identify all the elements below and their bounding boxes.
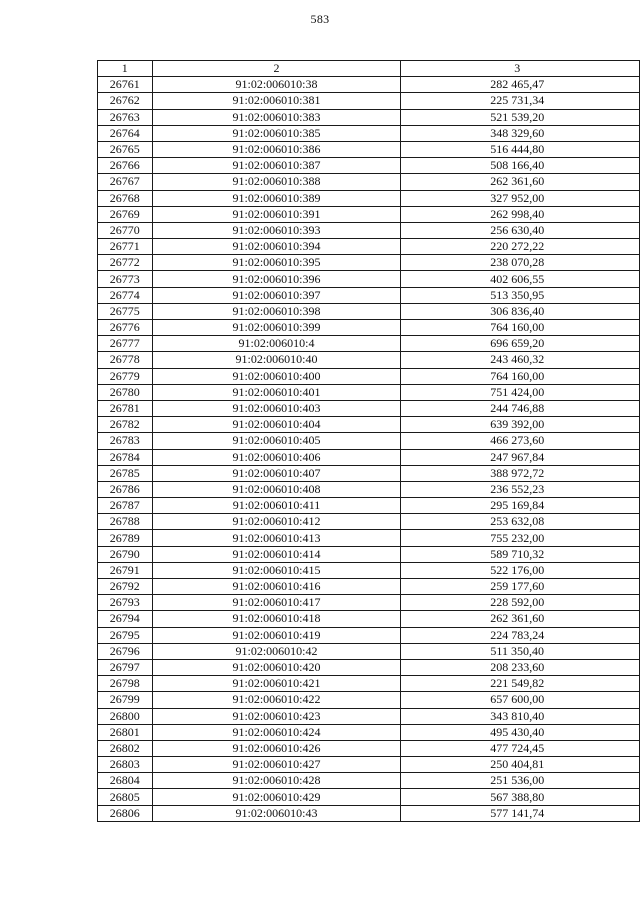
row-number-cell: 26785 xyxy=(98,465,153,481)
page-number: 583 xyxy=(310,12,330,26)
row-number-cell: 26784 xyxy=(98,449,153,465)
cadastral-value-cell: 228 592,00 xyxy=(401,595,640,611)
cadastral-value-cell: 238 070,28 xyxy=(401,255,640,271)
row-number-cell: 26803 xyxy=(98,757,153,773)
cadastral-value-cell: 224 783,24 xyxy=(401,627,640,643)
cadastral-value-cell: 477 724,45 xyxy=(401,740,640,756)
cadastral-number-cell: 91:02:006010:42 xyxy=(152,643,401,659)
table-row xyxy=(98,514,640,530)
row-number-cell: 26799 xyxy=(98,692,153,708)
cadastral-number-cell: 91:02:006010:426 xyxy=(152,740,401,756)
cadastral-number-cell: 91:02:006010:412 xyxy=(152,514,401,530)
table-row xyxy=(98,174,640,190)
table-row xyxy=(98,271,640,287)
cadastral-number-cell: 91:02:006010:421 xyxy=(152,676,401,692)
table-row xyxy=(98,627,640,643)
cadastral-number-cell: 91:02:006010:395 xyxy=(152,255,401,271)
row-number-cell: 26798 xyxy=(98,676,153,692)
row-number-cell: 26778 xyxy=(98,352,153,368)
row-number-cell: 26766 xyxy=(98,158,153,174)
table-row xyxy=(98,190,640,206)
cadastral-number-cell: 91:02:006010:414 xyxy=(152,546,401,562)
cadastral-value-cell: 516 444,80 xyxy=(401,141,640,157)
cadastral-value-cell: 327 952,00 xyxy=(401,190,640,206)
row-number-cell: 26786 xyxy=(98,481,153,497)
row-number-cell: 26780 xyxy=(98,384,153,400)
table-row xyxy=(98,125,640,141)
cadastral-number-cell: 91:02:006010:397 xyxy=(152,287,401,303)
cadastral-number-cell: 91:02:006010:394 xyxy=(152,239,401,255)
cadastral-number-cell: 91:02:006010:416 xyxy=(152,579,401,595)
table-row xyxy=(98,433,640,449)
table-row xyxy=(98,530,640,546)
cadastral-value-cell: 262 361,60 xyxy=(401,611,640,627)
cadastral-number-cell: 91:02:006010:429 xyxy=(152,789,401,805)
cadastral-number-cell: 91:02:006010:428 xyxy=(152,773,401,789)
row-number-cell: 26776 xyxy=(98,320,153,336)
row-number-cell: 26779 xyxy=(98,368,153,384)
table-row xyxy=(98,740,640,756)
cadastral-number-cell: 91:02:006010:393 xyxy=(152,222,401,238)
row-number-cell: 26767 xyxy=(98,174,153,190)
cadastral-value-cell: 262 361,60 xyxy=(401,174,640,190)
cadastral-value-cell: 764 160,00 xyxy=(401,320,640,336)
cadastral-number-cell: 91:02:006010:386 xyxy=(152,141,401,157)
cadastral-number-cell: 91:02:006010:427 xyxy=(152,757,401,773)
cadastral-value-cell: 225 731,34 xyxy=(401,93,640,109)
cadastral-number-cell: 91:02:006010:403 xyxy=(152,400,401,416)
cadastral-number-cell: 91:02:006010:381 xyxy=(152,93,401,109)
cadastral-number-cell: 91:02:006010:404 xyxy=(152,417,401,433)
row-number-cell: 26795 xyxy=(98,627,153,643)
cadastral-number-cell: 91:02:006010:405 xyxy=(152,433,401,449)
cadastral-value-cell: 755 232,00 xyxy=(401,530,640,546)
cadastral-number-cell: 91:02:006010:40 xyxy=(152,352,401,368)
row-number-cell: 26801 xyxy=(98,724,153,740)
cadastral-value-cell: 513 350,95 xyxy=(401,287,640,303)
cadastral-value-cell: 282 465,47 xyxy=(401,77,640,93)
row-number-cell: 26764 xyxy=(98,125,153,141)
row-number-cell: 26777 xyxy=(98,336,153,352)
cadastral-value-cell: 220 272,22 xyxy=(401,239,640,255)
row-number-cell: 26806 xyxy=(98,805,153,821)
row-number-cell: 26782 xyxy=(98,417,153,433)
cadastral-value-cell: 508 166,40 xyxy=(401,158,640,174)
table-row xyxy=(98,303,640,319)
cadastral-number-cell: 91:02:006010:423 xyxy=(152,708,401,724)
row-number-cell: 26772 xyxy=(98,255,153,271)
row-number-cell: 26768 xyxy=(98,190,153,206)
cadastral-number-cell: 91:02:006010:4 xyxy=(152,336,401,352)
table-row xyxy=(98,384,640,400)
cadastral-number-cell: 91:02:006010:400 xyxy=(152,368,401,384)
table-row xyxy=(98,546,640,562)
table-row xyxy=(98,708,640,724)
row-number-cell: 26761 xyxy=(98,77,153,93)
cadastral-number-cell: 91:02:006010:419 xyxy=(152,627,401,643)
row-number-cell: 26796 xyxy=(98,643,153,659)
cadastral-value-cell: 244 746,88 xyxy=(401,400,640,416)
row-number-cell: 26771 xyxy=(98,239,153,255)
row-number-cell: 26790 xyxy=(98,546,153,562)
cadastral-value-cell: 466 273,60 xyxy=(401,433,640,449)
cadastral-value-cell: 221 549,82 xyxy=(401,676,640,692)
table-row xyxy=(98,222,640,238)
row-number-cell: 26763 xyxy=(98,109,153,125)
cadastral-value-cell: 577 141,74 xyxy=(401,805,640,821)
cadastral-value-cell: 251 536,00 xyxy=(401,773,640,789)
column-header-3: 3 xyxy=(401,61,640,77)
cadastral-value-cell: 247 967,84 xyxy=(401,449,640,465)
cadastral-value-cell: 639 392,00 xyxy=(401,417,640,433)
table-row xyxy=(98,400,640,416)
table-row xyxy=(98,611,640,627)
cadastral-value-cell: 295 169,84 xyxy=(401,498,640,514)
table-row xyxy=(98,352,640,368)
cadastral-value-cell: 243 460,32 xyxy=(401,352,640,368)
cadastral-value-cell: 236 552,23 xyxy=(401,481,640,497)
cadastral-number-cell: 91:02:006010:383 xyxy=(152,109,401,125)
column-header-1: 1 xyxy=(98,61,153,77)
table-row xyxy=(98,93,640,109)
cadastral-number-cell: 91:02:006010:418 xyxy=(152,611,401,627)
cadastral-value-cell: 253 632,08 xyxy=(401,514,640,530)
cadastral-number-cell: 91:02:006010:407 xyxy=(152,465,401,481)
row-number-cell: 26769 xyxy=(98,206,153,222)
cadastral-value-cell: 495 430,40 xyxy=(401,724,640,740)
cadastral-value-cell: 262 998,40 xyxy=(401,206,640,222)
row-number-cell: 26802 xyxy=(98,740,153,756)
row-number-cell: 26770 xyxy=(98,222,153,238)
cadastral-number-cell: 91:02:006010:424 xyxy=(152,724,401,740)
cadastral-value-cell: 343 810,40 xyxy=(401,708,640,724)
table-row xyxy=(98,465,640,481)
cadastral-value-cell: 259 177,60 xyxy=(401,579,640,595)
cadastral-number-cell: 91:02:006010:417 xyxy=(152,595,401,611)
cadastral-number-cell: 91:02:006010:389 xyxy=(152,190,401,206)
cadastral-value-table xyxy=(97,60,640,822)
table-row xyxy=(98,773,640,789)
cadastral-number-cell: 91:02:006010:391 xyxy=(152,206,401,222)
cadastral-value-cell: 250 404,81 xyxy=(401,757,640,773)
cadastral-number-cell: 91:02:006010:387 xyxy=(152,158,401,174)
row-number-cell: 26765 xyxy=(98,141,153,157)
cadastral-value-cell: 764 160,00 xyxy=(401,368,640,384)
table-row xyxy=(98,805,640,821)
cadastral-value-cell: 567 388,80 xyxy=(401,789,640,805)
cadastral-number-cell: 91:02:006010:396 xyxy=(152,271,401,287)
table-row xyxy=(98,579,640,595)
row-number-cell: 26762 xyxy=(98,93,153,109)
table-row xyxy=(98,239,640,255)
table-row xyxy=(98,417,640,433)
cadastral-value-cell: 208 233,60 xyxy=(401,659,640,675)
cadastral-value-cell: 348 329,60 xyxy=(401,125,640,141)
cadastral-number-cell: 91:02:006010:399 xyxy=(152,320,401,336)
table-row xyxy=(98,255,640,271)
cadastral-value-cell: 256 630,40 xyxy=(401,222,640,238)
cadastral-number-cell: 91:02:006010:415 xyxy=(152,562,401,578)
table-row xyxy=(98,676,640,692)
table-row xyxy=(98,692,640,708)
table-row xyxy=(98,109,640,125)
cadastral-value-cell: 522 176,00 xyxy=(401,562,640,578)
row-number-cell: 26788 xyxy=(98,514,153,530)
row-number-cell: 26781 xyxy=(98,400,153,416)
row-number-cell: 26794 xyxy=(98,611,153,627)
cadastral-value-cell: 521 539,20 xyxy=(401,109,640,125)
cadastral-value-cell: 306 836,40 xyxy=(401,303,640,319)
cadastral-number-cell: 91:02:006010:398 xyxy=(152,303,401,319)
cadastral-number-cell: 91:02:006010:413 xyxy=(152,530,401,546)
table-row xyxy=(98,158,640,174)
cadastral-number-cell: 91:02:006010:385 xyxy=(152,125,401,141)
row-number-cell: 26787 xyxy=(98,498,153,514)
cadastral-number-cell: 91:02:006010:411 xyxy=(152,498,401,514)
cadastral-value-cell: 511 350,40 xyxy=(401,643,640,659)
cadastral-number-cell: 91:02:006010:406 xyxy=(152,449,401,465)
table-row xyxy=(98,595,640,611)
cadastral-number-cell: 91:02:006010:43 xyxy=(152,805,401,821)
row-number-cell: 26775 xyxy=(98,303,153,319)
row-number-cell: 26774 xyxy=(98,287,153,303)
table-header xyxy=(98,61,640,77)
row-number-cell: 26791 xyxy=(98,562,153,578)
table-row xyxy=(98,757,640,773)
cadastral-value-cell: 657 600,00 xyxy=(401,692,640,708)
table-row xyxy=(98,643,640,659)
row-number-cell: 26797 xyxy=(98,659,153,675)
row-number-cell: 26804 xyxy=(98,773,153,789)
cadastral-number-cell: 91:02:006010:420 xyxy=(152,659,401,675)
cadastral-number-cell: 91:02:006010:388 xyxy=(152,174,401,190)
column-header-2: 2 xyxy=(152,61,401,77)
table-row xyxy=(98,562,640,578)
table-body xyxy=(98,77,640,822)
table-row xyxy=(98,481,640,497)
cadastral-value-cell: 751 424,00 xyxy=(401,384,640,400)
cadastral-number-cell: 91:02:006010:408 xyxy=(152,481,401,497)
row-number-cell: 26773 xyxy=(98,271,153,287)
row-number-cell: 26783 xyxy=(98,433,153,449)
table-row xyxy=(98,368,640,384)
row-number-cell: 26789 xyxy=(98,530,153,546)
cadastral-value-cell: 402 606,55 xyxy=(401,271,640,287)
cadastral-number-cell: 91:02:006010:38 xyxy=(152,77,401,93)
table-header-row xyxy=(98,61,640,77)
table-row xyxy=(98,659,640,675)
table-row xyxy=(98,77,640,93)
cadastral-number-cell: 91:02:006010:422 xyxy=(152,692,401,708)
cadastral-value-cell: 388 972,72 xyxy=(401,465,640,481)
table-row xyxy=(98,789,640,805)
table-row xyxy=(98,320,640,336)
cadastral-value-cell: 696 659,20 xyxy=(401,336,640,352)
table-row xyxy=(98,336,640,352)
table-row xyxy=(98,287,640,303)
table-row xyxy=(98,206,640,222)
row-number-cell: 26805 xyxy=(98,789,153,805)
cadastral-number-cell: 91:02:006010:401 xyxy=(152,384,401,400)
row-number-cell: 26800 xyxy=(98,708,153,724)
table-row xyxy=(98,141,640,157)
table-row xyxy=(98,724,640,740)
row-number-cell: 26792 xyxy=(98,579,153,595)
table-row xyxy=(98,449,640,465)
row-number-cell: 26793 xyxy=(98,595,153,611)
cadastral-value-cell: 589 710,32 xyxy=(401,546,640,562)
table-row xyxy=(98,498,640,514)
